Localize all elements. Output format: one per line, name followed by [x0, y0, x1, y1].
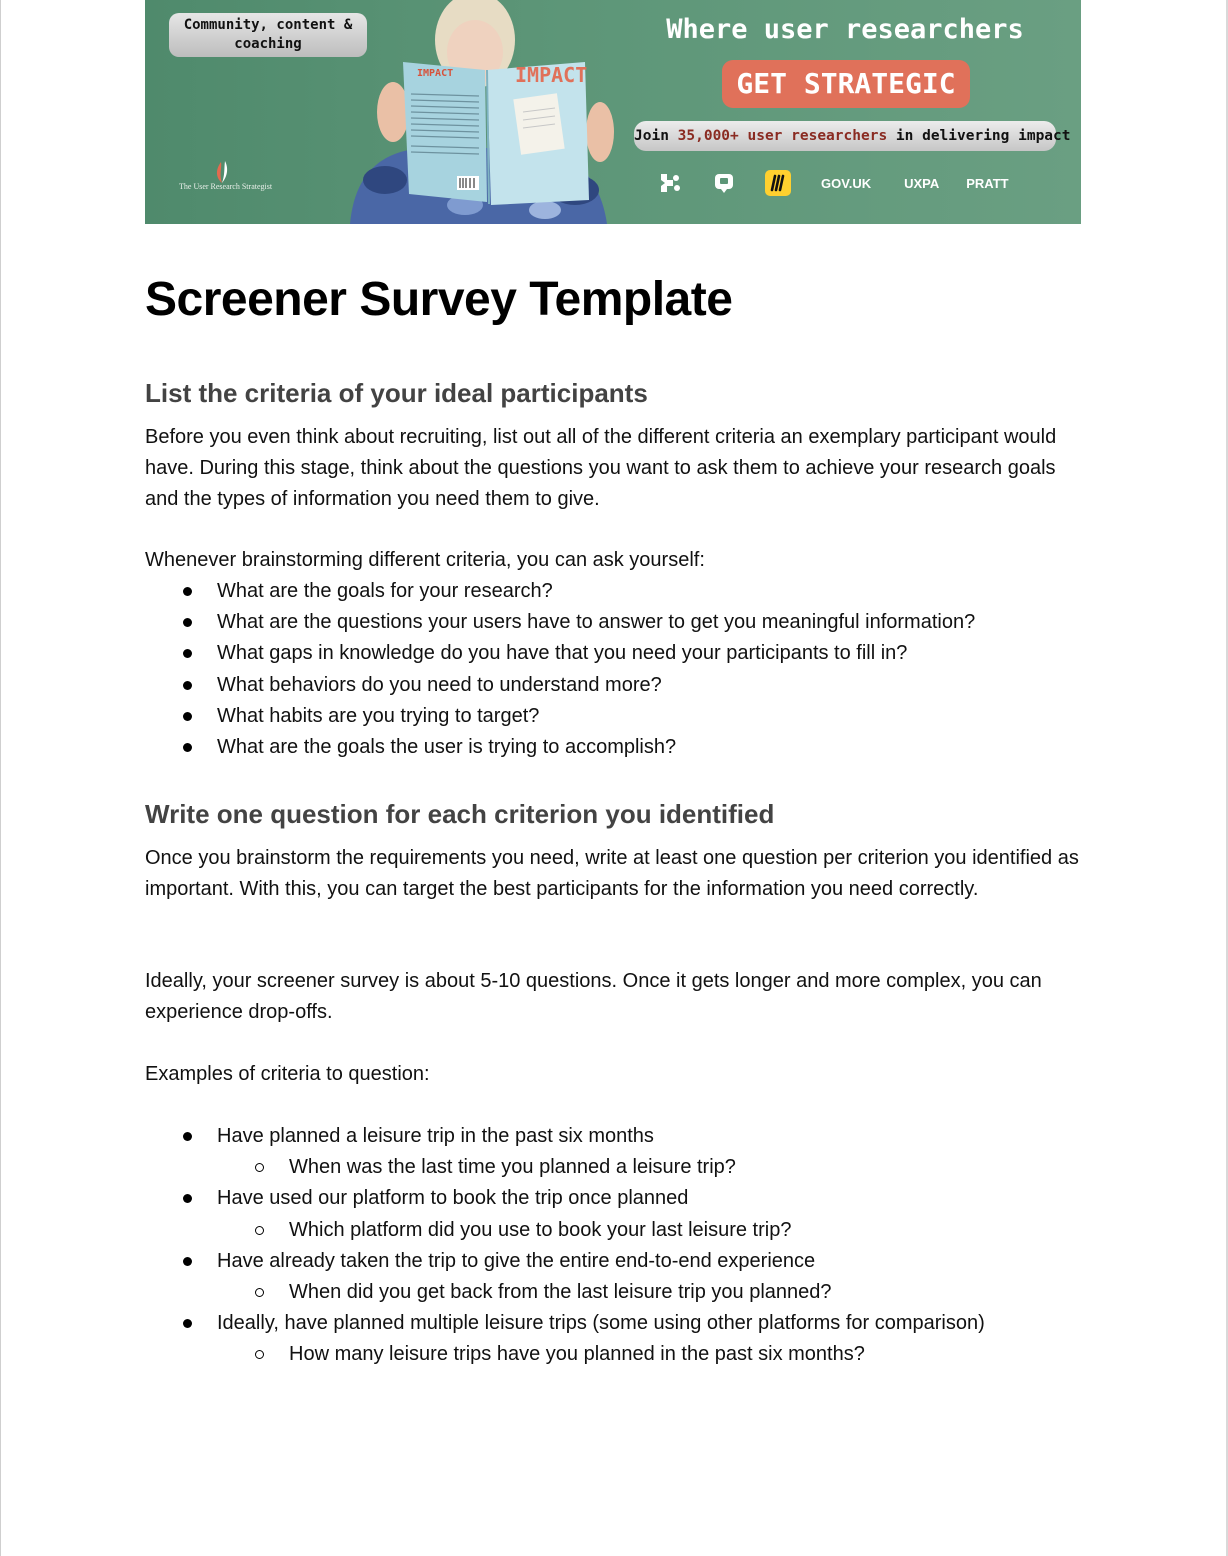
dovetail-logo-icon — [657, 170, 683, 196]
length-paragraph: Ideally, your screener survey is about 5-10 questions. Once it gets longer and more complex, you can experience drop-offs. — [145, 970, 1042, 1023]
page-edge-left — [0, 0, 1, 1556]
criterion-item: Have planned a leisure trip in the past six months — [145, 1121, 1085, 1152]
list-item: What habits are you trying to target? — [145, 701, 1085, 732]
govuk-logo: GOV.UK — [821, 175, 872, 191]
question-subitem: When was the last time you planned a leisure trip? — [145, 1152, 1085, 1183]
miro-logo-icon — [765, 170, 791, 196]
examples-intro: Examples of criteria to question: — [145, 1063, 430, 1085]
promo-banner[interactable] — [145, 0, 1081, 224]
join-accent: 35,000+ user researchers — [677, 128, 888, 144]
criteria-paragraph: Before you even think about recruiting, list out all of the different criteria an exemplary participant would have. During this stage, think about the questions you want to ask them to achieve your research goals and the types of information you need them to give. — [145, 426, 1057, 510]
question-subitem: How many leisure trips have you planned in the past six months? — [145, 1339, 1085, 1370]
person-holding-book-image — [345, 0, 615, 224]
examples-list — [145, 1121, 1085, 1371]
list-item: What are the goals for your research? — [145, 576, 1085, 607]
list-item: What are the questions your users have to answer to get you meaningful information? — [145, 607, 1085, 638]
section-heading-questions: Write one question for each criterion you identified — [145, 799, 775, 829]
get-strategic-button[interactable]: GET STRATEGIC — [722, 60, 970, 108]
banner-headline: Where user researchers — [666, 14, 1024, 45]
criterion-item: Have already taken the trip to give the entire end-to-end experience — [145, 1246, 1085, 1277]
question-subitem: When did you get back from the last leisure trip you planned? — [145, 1277, 1085, 1308]
criterion-item: Ideally, have planned multiple leisure trips (some using other platforms for comparison) — [145, 1308, 1085, 1339]
section-heading-criteria: List the criteria of your ideal participants — [145, 378, 648, 408]
question-subitem: Which platform did you use to book your last leisure trip? — [145, 1215, 1085, 1246]
brainstorm-intro: Whenever brainstorming different criteria, you can ask yourself: — [145, 549, 705, 571]
chat-logo-icon — [713, 172, 735, 194]
list-item: What behaviors do you need to understand more? — [145, 670, 1085, 701]
uxpa-logo: UXPA — [904, 175, 940, 191]
join-prefix: Join — [634, 128, 669, 144]
join-pill — [634, 121, 1071, 151]
community-pill: Community, content & coaching — [169, 13, 367, 57]
book-cover-title: IMPACT — [515, 63, 588, 87]
questions-paragraph: Once you brainstorm the requirements you need, write at least one question per criterion you identified as important. With this, you can target the best participants for the information you need correctly. — [145, 847, 1079, 900]
partner-logos — [657, 170, 1009, 196]
pratt-logo: PRATT — [966, 175, 1009, 191]
leaf-logo-icon — [213, 160, 231, 184]
list-item: What are the goals the user is trying to accomplish? — [145, 732, 1085, 763]
brainstorm-question-list — [145, 576, 1085, 763]
document-title: Screener Survey Template — [145, 273, 733, 326]
book-back-title: IMPACT — [417, 68, 454, 79]
brand-name: The User Research Strategist — [179, 182, 273, 191]
join-suffix: in delivering impact — [895, 128, 1071, 144]
criterion-item: Have used our platform to book the trip once planned — [145, 1183, 1085, 1214]
list-item: What gaps in knowledge do you have that you need your participants to fill in? — [145, 638, 1085, 669]
